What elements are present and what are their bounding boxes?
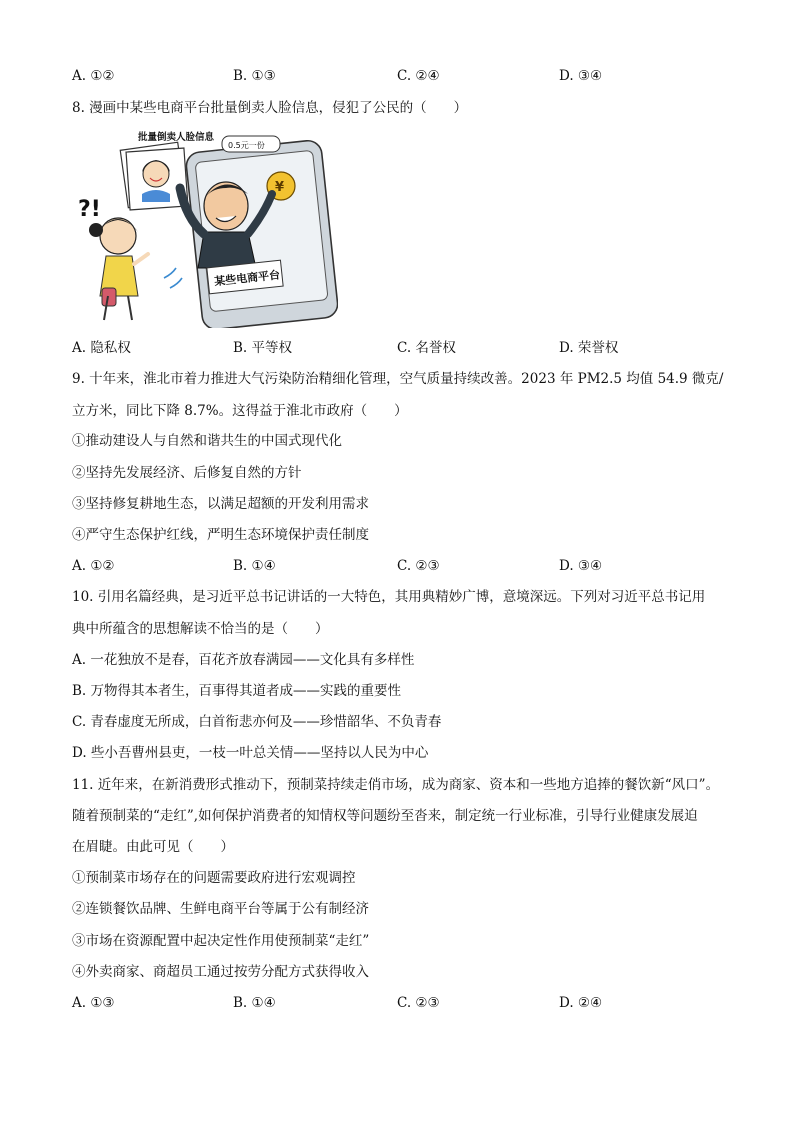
girl-figure — [78, 197, 182, 320]
q7-option-b: B. ①③ — [233, 68, 276, 84]
cartoon-caption: 批量倒卖人脸信息 — [138, 132, 215, 143]
coin-symbol: ¥ — [275, 180, 285, 195]
platform-label: 某些电商平台 — [213, 268, 281, 289]
q8-option-d: D. 荣誉权 — [559, 340, 619, 356]
q7-option-d: D. ③④ — [559, 68, 603, 84]
q9-stem-line-2: 立方米，同比下降 8.7%。这得益于淮北市政府（ ） — [72, 403, 408, 419]
q8-options — [72, 338, 732, 358]
price-tag — [222, 136, 280, 152]
q9-item-4: ④严守生态保护红线，严明生态环境保护责任制度 — [72, 527, 369, 543]
q10-stem-line-2: 典中所蕴含的思想解读不恰当的是（ ） — [72, 621, 329, 637]
q9-stem-line-1: 9. 十年来，淮北市着力推进大气污染防治精细化管理，空气质量持续改善。2023 年 PM2.5 均值 54.9 微克/ — [72, 371, 724, 387]
q7-option-a: A. ①② — [72, 68, 115, 84]
q11-stem-line-3: 在眉睫。由此可见（ ） — [72, 839, 234, 855]
girl-marks: ?! — [78, 197, 101, 222]
q10-choice-a: A. 一花独放不是春，百花齐放春满园——文化具有多样性 — [72, 652, 415, 668]
q8-option-c: C. 名誉权 — [397, 340, 456, 356]
q8-cartoon — [76, 128, 338, 328]
q8-option-b: B. 平等权 — [233, 340, 293, 356]
q10-choice-b: B. 万物得其本者生，百事得其道者成——实践的重要性 — [72, 683, 402, 699]
q9-option-a: A. ①② — [72, 558, 115, 574]
q8-stem: 8. 漫画中某些电商平台批量倒卖人脸信息，侵犯了公民的（ ） — [72, 100, 468, 116]
q7-options — [72, 66, 732, 86]
cartoon-illustration — [76, 128, 338, 328]
q11-option-c: C. ②③ — [397, 995, 440, 1011]
q11-stem-line-2: 随着预制菜的“走红”,如何保护消费者的知情权等问题纷至沓来，制定统一行业标准，引导行业健康发展迫 — [72, 808, 698, 824]
q7-option-c: C. ②④ — [397, 68, 440, 84]
q11-option-b: B. ①④ — [233, 995, 276, 1011]
q10-stem-line-1: 10. 引用名篇经典，是习近平总书记讲话的一大特色，其用典精妙广博，意境深远。下列对习近平总书记用 — [72, 589, 706, 605]
q9-option-d: D. ③④ — [559, 558, 603, 574]
q11-option-d: D. ②④ — [559, 995, 603, 1011]
q11-option-a: A. ①③ — [72, 995, 115, 1011]
q11-options — [72, 993, 732, 1013]
q11-item-2: ②连锁餐饮品牌、生鲜电商平台等属于公有制经济 — [72, 901, 369, 917]
q9-options — [72, 556, 732, 576]
q9-item-2: ②坚持先发展经济、后修复自然的方针 — [72, 465, 302, 481]
q10-choice-c: C. 青春虚度无所成，白首衔悲亦何及——珍惜韶华、不负青春 — [72, 714, 442, 730]
q10-choice-d: D. 些小吾曹州县吏，一枝一叶总关情——坚持以人民为中心 — [72, 745, 429, 761]
q9-option-c: C. ②③ — [397, 558, 440, 574]
q11-item-4: ④外卖商家、商超员工通过按劳分配方式获得收入 — [72, 964, 369, 980]
q8-option-a: A. 隐私权 — [72, 340, 131, 356]
face-photo-card — [120, 142, 188, 210]
q11-item-1: ①预制菜市场存在的问题需要政府进行宏观调控 — [72, 870, 356, 886]
price-tag-text: 0.5元一份 — [228, 141, 265, 150]
q11-stem-line-1: 11. 近年来，在新消费形式推动下，预制菜持续走俏市场，成为商家、资本和一些地方追捧的餐饮新“风口”。 — [72, 777, 720, 793]
q9-option-b: B. ①④ — [233, 558, 276, 574]
q9-item-1: ①推动建设人与自然和谐共生的中国式现代化 — [72, 433, 342, 449]
q9-item-3: ③坚持修复耕地生态，以满足超额的开发利用需求 — [72, 496, 369, 512]
q11-item-3: ③市场在资源配置中起决定性作用使预制菜“走红” — [72, 933, 370, 949]
